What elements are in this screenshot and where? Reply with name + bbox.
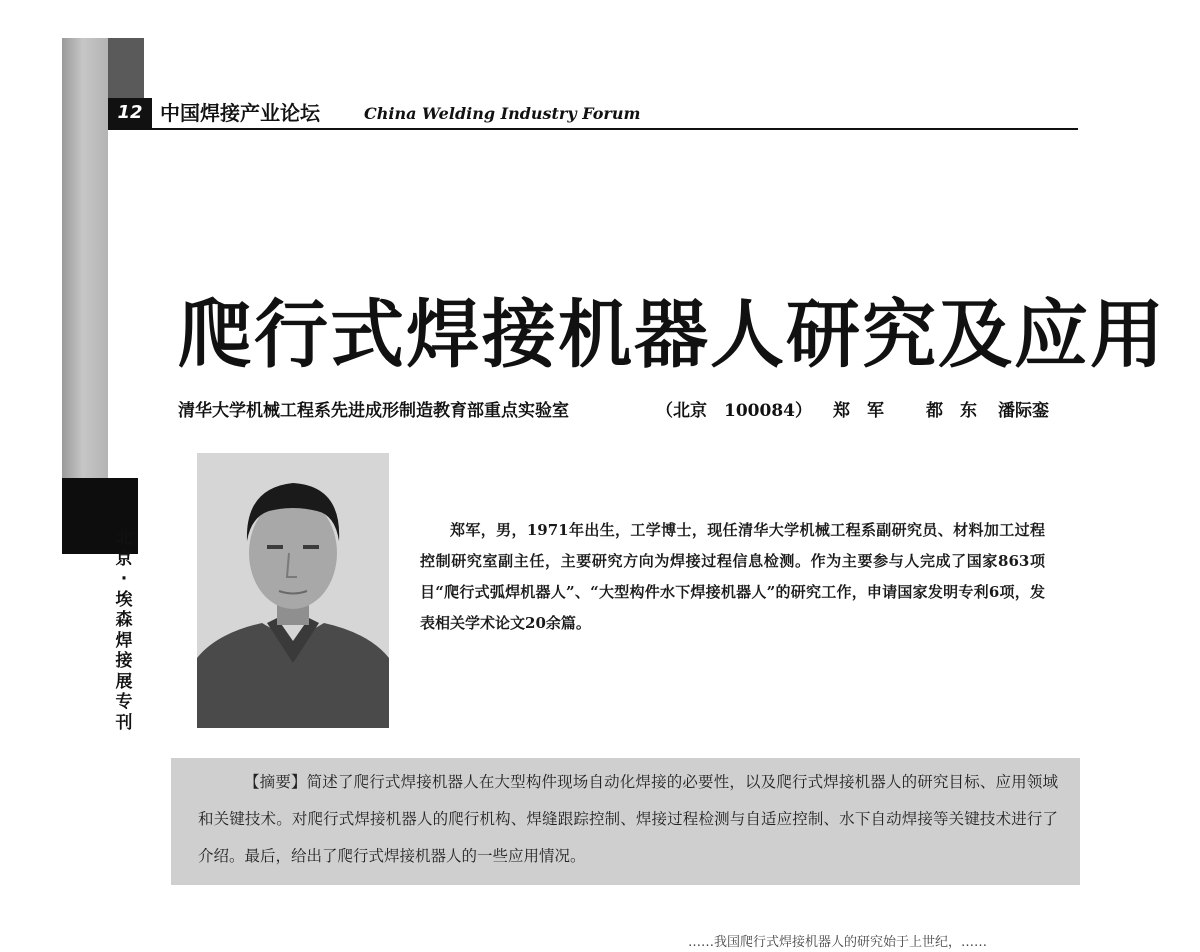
abstract-label: 【摘要】: [244, 773, 307, 791]
header-rule: [108, 128, 1078, 130]
author-name: 潘际銮: [998, 401, 1049, 421]
side-label-char: 焊: [115, 630, 133, 651]
byline: [178, 398, 1078, 424]
side-label-char: 北: [115, 528, 133, 548]
side-label-char: 接: [115, 651, 133, 671]
side-label: [112, 528, 136, 733]
affiliation: 清华大学机械工程系先进成形制造教育部重点实验室: [178, 401, 569, 421]
side-decor-strip-top: [108, 38, 144, 98]
side-label-char: 展: [115, 671, 133, 692]
side-decor-strip: [62, 38, 108, 478]
author-bio: 郑军，男，1971年出生，工学博士，现任清华大学机械工程系副研究员、材料加工过程控制研究室副主任，主要研究方向为焊接过程信息检测。作为主要参与人完成了国家863项目“爬行式弧焊机器人”、“大型构件水下焊接机器人”的研究工作，申请国家发明专利6项，发表相关学术论文20余篇。: [420, 521, 1045, 632]
article-title: 爬行式焊接机器人研究及应用: [178, 292, 1166, 378]
side-label-char: ·: [120, 569, 128, 589]
author-name: 都 东: [926, 401, 977, 421]
journal-title-cn: 中国焊接产业论坛: [160, 101, 320, 125]
side-label-char: 埃: [115, 589, 133, 610]
journal-title-en: China Welding Industry Forum: [364, 104, 641, 123]
footer-fragment: ……我国爬行式焊接机器人的研究始于上世纪，……: [688, 935, 988, 950]
side-label-char: 专: [115, 692, 133, 712]
location: （北京 100084）: [656, 401, 812, 421]
abstract: [198, 764, 1058, 875]
author-name: 郑 军: [833, 401, 884, 421]
abstract-text: 简述了爬行式焊接机器人在大型构件现场自动化焊接的必要性，以及爬行式焊接机器人的研究目标、应用领域和关键技术。对爬行式焊接机器人的爬行机构、焊缝跟踪控制、焊接过程检测与自适应控制、水下自动焊接等关键技术进行了介绍。最后，给出了爬行式焊接机器人的一些应用情况。: [198, 773, 1058, 865]
side-label-char: 森: [115, 610, 133, 630]
side-label-char: 京: [115, 548, 133, 569]
side-label-char: 刊: [115, 712, 133, 733]
author-photo: [197, 453, 389, 728]
page-number: 12: [108, 98, 152, 128]
